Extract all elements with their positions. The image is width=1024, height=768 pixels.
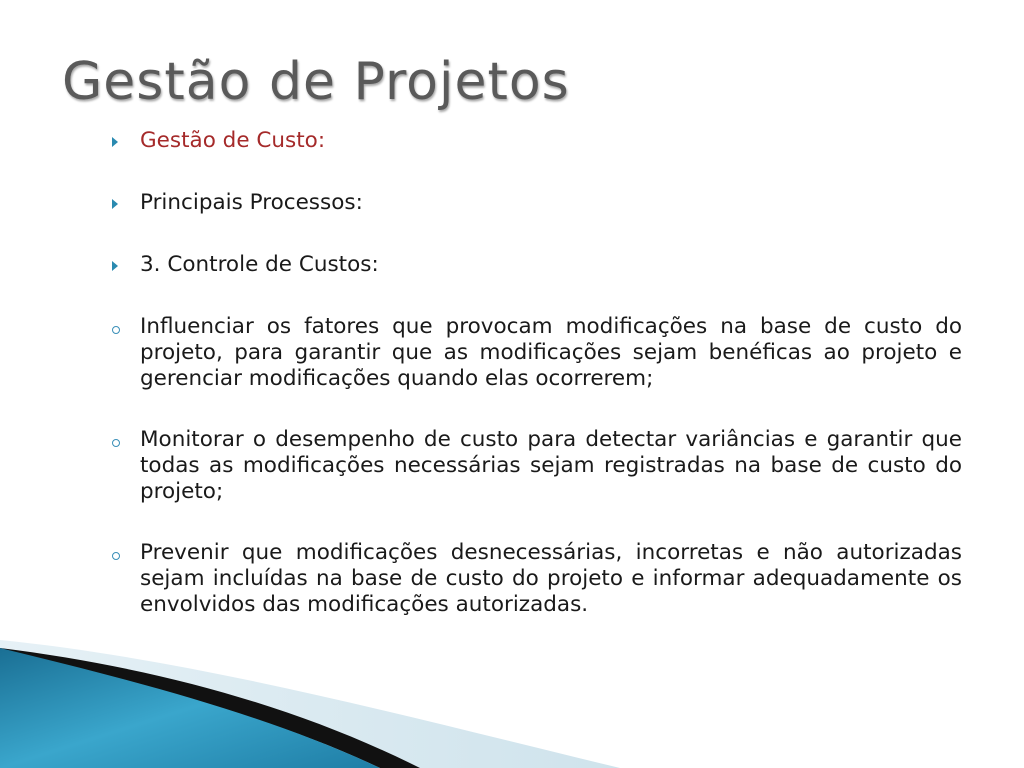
swoosh-blue-band: [0, 648, 380, 768]
bullet-item-controle-de-custos: [108, 252, 962, 278]
circle-bullet-icon: [112, 552, 120, 560]
subbullet-item-monitorar: [108, 427, 962, 505]
triangle-bullet-icon: [112, 261, 118, 271]
triangle-bullet-icon: [112, 199, 118, 209]
circle-bullet-icon: [112, 439, 120, 447]
subbullet-text: Prevenir que modificações desnecessárias, incorretas e não autorizadas sejam incluídas na base de custo do projeto e informar adequadamente os envolvidos das modificações autorizadas.: [140, 540, 962, 617]
bullet-item-principais-processos: [108, 190, 962, 216]
slide-title: Gestão de Projetos: [62, 52, 570, 112]
swoosh-dark-band: [0, 648, 420, 768]
bullet-text: 3. Controle de Custos:: [140, 252, 379, 277]
triangle-bullet-icon: [112, 137, 118, 147]
bullet-text: Gestão de Custo:: [140, 128, 326, 153]
slide-content: [108, 128, 962, 653]
circle-bullet-icon: [112, 326, 120, 334]
subbullet-text: Monitorar o desempenho de custo para detectar variâncias e garantir que todas as modificações necessárias sejam registradas na base de custo do projeto;: [140, 427, 962, 504]
subbullet-item-influenciar: [108, 314, 962, 392]
subbullet-item-prevenir: [108, 540, 962, 618]
bullet-text: Principais Processos:: [140, 190, 363, 215]
swoosh-light-band: [0, 640, 620, 768]
subbullet-text: Influenciar os fatores que provocam modificações na base de custo do projeto, para garantir que as modificações sejam benéficas ao projeto e gerenciar modificações quando elas ocorrerem;: [140, 314, 962, 391]
bullet-item-gestao-de-custo: [108, 128, 962, 154]
